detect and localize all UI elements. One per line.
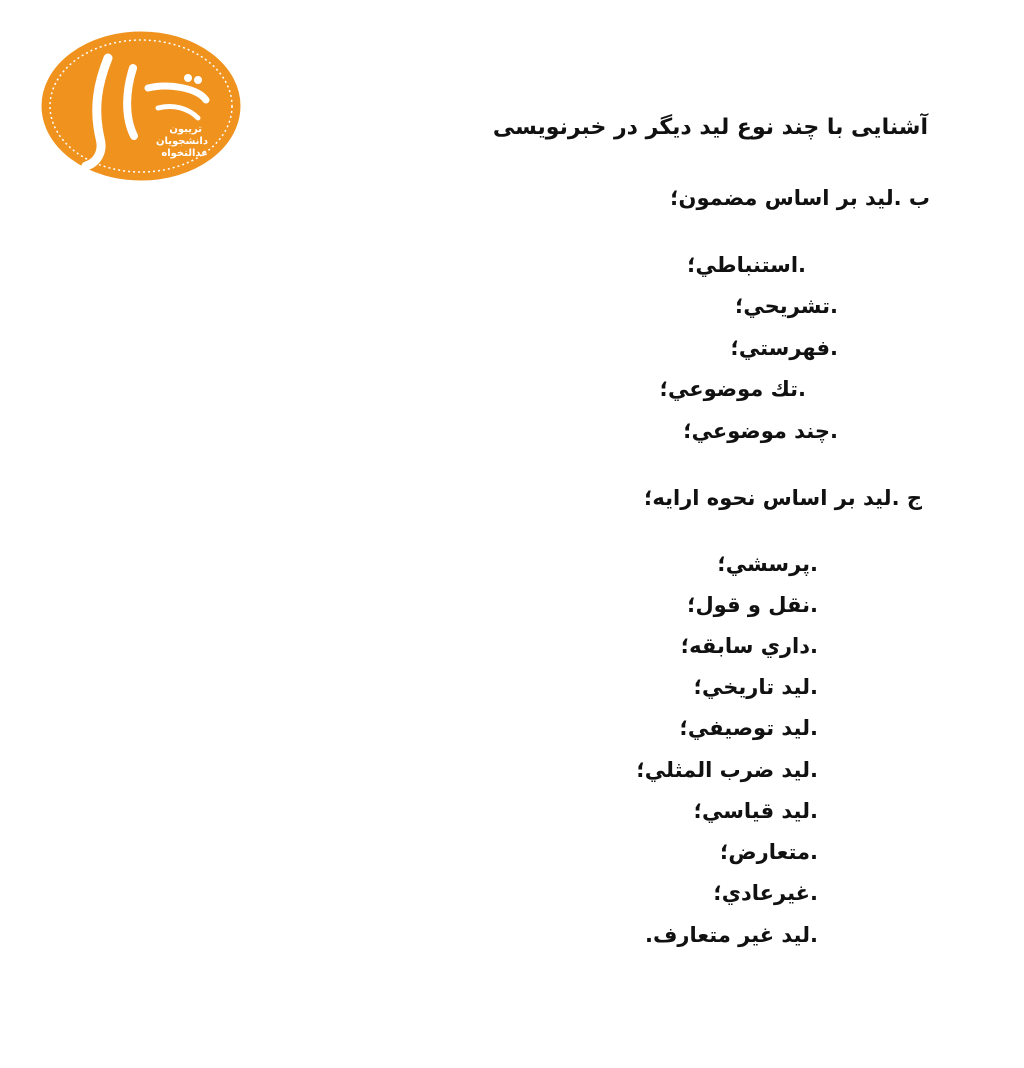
section-b-heading: ب .لید بر اساس مضمون؛: [670, 186, 930, 210]
logo-subtitle-2: دانشجویان: [155, 136, 208, 147]
list-item: .نقل و قول؛: [687, 593, 818, 617]
list-item: .تك موضوعي؛: [659, 377, 806, 401]
logo-subtitle-1: تریبون: [169, 124, 202, 135]
list-item: .پرسشي؛: [717, 552, 818, 576]
list-item: .فهرستي؛: [730, 336, 838, 360]
section-c-heading: ج .لید بر اساس نحوه ارايه؛: [643, 486, 922, 510]
list-item: .غيرعادي؛: [713, 881, 818, 905]
list-item: .ليد قياسي؛: [693, 799, 818, 823]
list-item: .ليد توصيفي؛: [679, 716, 818, 740]
list-item: .ليد ضرب المثلي؛: [636, 758, 818, 782]
logo-subtitle-3: عدالتخواه: [161, 148, 208, 159]
list-item: .داري سابقه؛: [680, 634, 818, 658]
list-item: .متعارض؛: [719, 840, 818, 864]
list-item: .چند موضوعي؛: [683, 419, 838, 443]
list-item: .ليد تاريخي؛: [693, 675, 818, 699]
mashal-logo: [38, 28, 244, 184]
list-item: .استنباطي؛: [687, 253, 806, 277]
document-title: آشنایی با چند نوع لید دیگر در خبرنویسی: [492, 115, 928, 140]
list-item: .تشريحي؛: [735, 294, 838, 318]
list-item: .ليد غير متعارف.: [645, 923, 818, 947]
